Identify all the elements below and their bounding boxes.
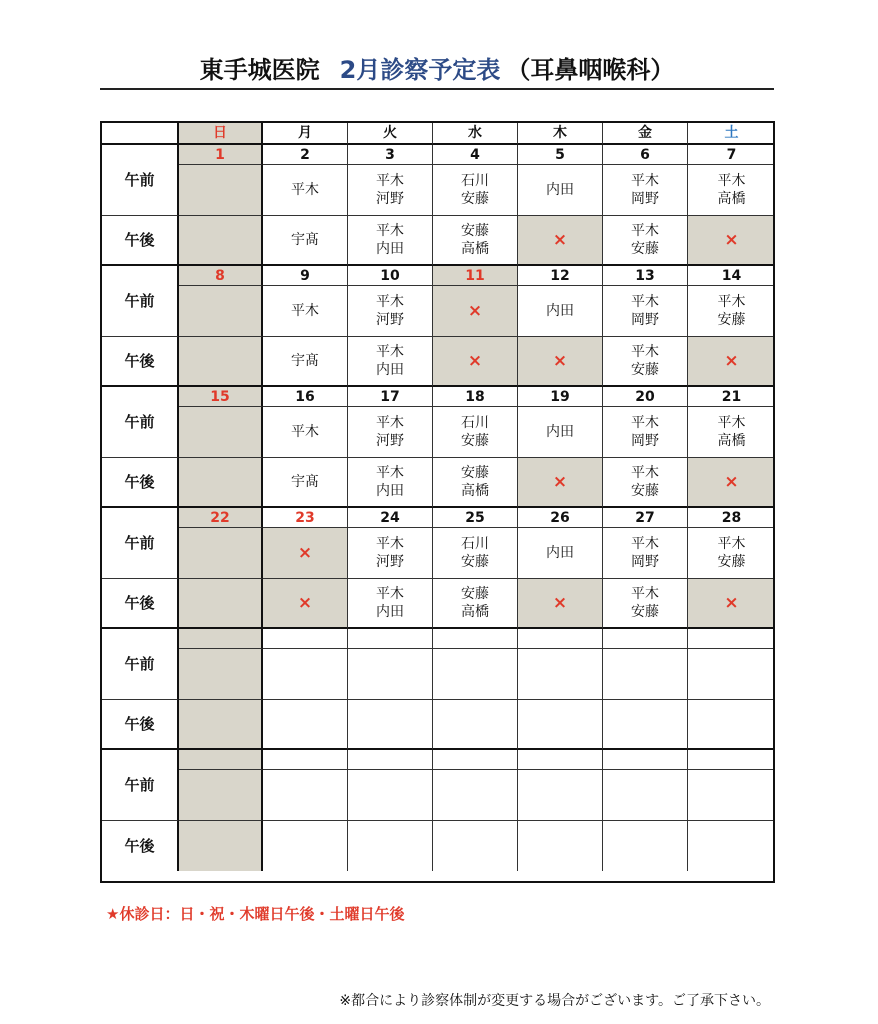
doctor-names: 安藤 高橋 [461,465,489,499]
doctor-names: 内田 [546,182,574,198]
date-cell: 13 [603,266,688,286]
am-slot [688,165,775,216]
am-slot [348,165,433,216]
am-slot [603,649,688,700]
date-cell: 5 [518,145,603,165]
am-slot [688,407,775,458]
period-label-am: 午前 [102,750,179,821]
doctor-names: 平木 岡野 [631,415,659,449]
date-cell [603,750,688,770]
period-label-am: 午前 [102,508,179,579]
period-label-am: 午前 [102,145,179,216]
period-label-am: 午前 [102,266,179,337]
pm-slot [179,337,263,387]
pm-slot [433,458,518,508]
pm-slot [433,216,518,266]
period-label-pm: 午後 [102,579,179,629]
pm-slot [263,579,348,629]
date-cell: 7 [688,145,775,165]
pm-slot [688,337,775,387]
doctor-names: 宇髙 [291,353,319,369]
pm-slot [348,821,433,871]
doctor-names: 石川 安藤 [461,173,489,207]
doctor-names: 平木 河野 [376,173,404,207]
pm-slot [179,821,263,871]
weekday-header: 日 [179,123,263,145]
am-slot [263,770,348,821]
pm-slot [433,337,518,387]
am-slot [348,770,433,821]
date-cell: 8 [179,266,263,286]
closed-x-icon: × [552,472,568,492]
date-cell: 1 [179,145,263,165]
doctor-names: 平木 安藤 [631,344,659,378]
closed-x-icon: × [297,593,313,613]
period-label-pm: 午後 [102,216,179,266]
period-label-am: 午前 [102,387,179,458]
doctor-names: 平木 高橋 [717,173,746,207]
pm-slot [603,216,688,266]
date-cell: 15 [179,387,263,407]
am-slot [179,407,263,458]
pm-slot [348,458,433,508]
pm-slot [603,337,688,387]
am-slot [348,528,433,579]
pm-slot [433,821,518,871]
closed-x-icon: × [724,593,739,613]
doctor-names: 平木 内田 [376,223,404,257]
am-slot [263,528,348,579]
doctor-names: 内田 [546,424,574,440]
closed-x-icon: × [467,301,483,321]
am-slot [348,286,433,337]
pm-slot [688,700,775,750]
pm-slot [603,458,688,508]
doctor-names: 平木 河野 [376,536,404,570]
date-cell [179,750,263,770]
am-slot [518,528,603,579]
doctor-names: 安藤 高橋 [461,586,489,620]
closed-days-note: ★休診日：日・祝・木曜日午後・土曜日午後 [106,905,405,923]
closed-x-icon: × [552,351,568,371]
doctor-names: 石川 安藤 [461,536,489,570]
doctor-names: 平木 河野 [376,415,404,449]
am-slot [688,649,775,700]
pm-slot [603,579,688,629]
closed-x-icon: × [724,472,739,492]
doctor-names: 内田 [546,303,574,319]
doctor-names: 平木 [291,424,319,440]
weekday-header: 火 [348,123,433,145]
am-slot [263,165,348,216]
pm-slot [179,579,263,629]
period-label-pm: 午後 [102,337,179,387]
date-cell: 24 [348,508,433,528]
date-cell: 14 [688,266,775,286]
am-slot [179,770,263,821]
closed-x-icon: × [552,593,568,613]
date-cell: 2 [263,145,348,165]
date-cell: 21 [688,387,775,407]
date-cell: 11 [433,266,518,286]
weekday-header: 土 [688,123,775,145]
date-cell [348,629,433,649]
pm-slot [433,579,518,629]
am-slot [179,528,263,579]
doctor-names: 平木 安藤 [631,465,659,499]
schedule-title: 2月診察予定表 [339,56,501,84]
pm-slot [263,458,348,508]
closed-x-icon: × [724,351,739,371]
am-slot [688,286,775,337]
pm-slot [348,700,433,750]
am-slot [433,649,518,700]
am-slot [518,770,603,821]
clinic-name: 東手城医院 [199,56,320,84]
pm-slot [348,579,433,629]
pm-slot [688,579,775,629]
am-slot [348,649,433,700]
pm-slot [688,216,775,266]
pm-slot [603,700,688,750]
period-label-pm: 午後 [102,700,179,750]
weekday-header: 月 [263,123,348,145]
department-name: （耳鼻咽喉科） [506,56,675,84]
date-cell [688,629,775,649]
period-label-am: 午前 [102,629,179,700]
am-slot [603,165,688,216]
am-slot [688,528,775,579]
date-cell [603,629,688,649]
date-cell: 10 [348,266,433,286]
am-slot [518,649,603,700]
doctor-names: 平木 安藤 [717,294,746,328]
am-slot [603,770,688,821]
date-cell: 19 [518,387,603,407]
date-cell: 18 [433,387,518,407]
pm-slot [518,216,603,266]
am-slot [179,649,263,700]
am-slot [518,286,603,337]
date-cell: 3 [348,145,433,165]
am-slot [433,528,518,579]
date-cell [263,629,348,649]
doctor-names: 平木 安藤 [717,536,746,570]
date-cell: 12 [518,266,603,286]
date-cell [688,750,775,770]
pm-slot [518,700,603,750]
am-slot [263,407,348,458]
date-cell: 16 [263,387,348,407]
weekday-header: 木 [518,123,603,145]
am-slot [433,770,518,821]
date-cell: 27 [603,508,688,528]
closed-x-icon: × [552,230,568,250]
date-cell: 22 [179,508,263,528]
date-cell: 20 [603,387,688,407]
page-title [100,52,774,90]
date-cell: 9 [263,266,348,286]
doctor-names: 平木 [291,303,319,319]
date-cell: 17 [348,387,433,407]
doctor-names: 平木 岡野 [631,173,659,207]
am-slot [433,407,518,458]
date-cell [518,629,603,649]
pm-slot [433,700,518,750]
pm-slot [518,821,603,871]
am-slot [603,407,688,458]
doctor-names: 平木 河野 [376,294,404,328]
doctor-names: 平木 [291,182,319,198]
doctor-names: 平木 安藤 [631,586,659,620]
date-cell [348,750,433,770]
am-slot [518,407,603,458]
pm-slot [518,458,603,508]
doctor-names: 内田 [546,545,574,561]
period-label-pm: 午後 [102,458,179,508]
doctor-names: 石川 安藤 [461,415,489,449]
pm-slot [179,700,263,750]
am-slot [179,286,263,337]
pm-slot [179,458,263,508]
date-cell [433,629,518,649]
pm-slot [603,821,688,871]
am-slot [518,165,603,216]
date-cell: 28 [688,508,775,528]
pm-slot [263,216,348,266]
date-cell [263,750,348,770]
doctor-names: 平木 内田 [376,344,404,378]
closed-x-icon: × [297,543,313,563]
schedule-table [100,121,775,883]
doctor-names: 平木 安藤 [631,223,659,257]
pm-slot [518,337,603,387]
doctor-names: 宇髙 [291,474,319,490]
pm-slot [263,337,348,387]
doctor-names: 平木 岡野 [631,294,659,328]
date-cell: 23 [263,508,348,528]
date-cell [518,750,603,770]
pm-slot [348,337,433,387]
am-slot [603,528,688,579]
closed-x-icon: × [724,230,739,250]
doctor-names: 平木 内田 [376,465,404,499]
weekday-header: 金 [603,123,688,145]
doctor-names: 平木 高橋 [717,415,746,449]
doctor-names: 平木 岡野 [631,536,659,570]
pm-slot [263,700,348,750]
am-slot [688,770,775,821]
am-slot [348,407,433,458]
pm-slot [688,821,775,871]
am-slot [433,165,518,216]
footer-notice: ※都合により診察体制が変更する場合がございます。ご了承下さい。 [339,993,770,1009]
date-cell: 4 [433,145,518,165]
header-corner [102,123,179,145]
pm-slot [518,579,603,629]
date-cell: 25 [433,508,518,528]
doctor-names: 宇髙 [291,232,319,248]
period-label-pm: 午後 [102,821,179,871]
am-slot [263,649,348,700]
pm-slot [263,821,348,871]
pm-slot [348,216,433,266]
date-cell: 6 [603,145,688,165]
pm-slot [688,458,775,508]
closed-x-icon: × [467,351,483,371]
am-slot [263,286,348,337]
weekday-header: 水 [433,123,518,145]
date-cell [433,750,518,770]
am-slot [603,286,688,337]
am-slot [179,165,263,216]
pm-slot [179,216,263,266]
am-slot [433,286,518,337]
date-cell: 26 [518,508,603,528]
doctor-names: 安藤 高橋 [461,223,489,257]
doctor-names: 平木 内田 [376,586,404,620]
date-cell [179,629,263,649]
